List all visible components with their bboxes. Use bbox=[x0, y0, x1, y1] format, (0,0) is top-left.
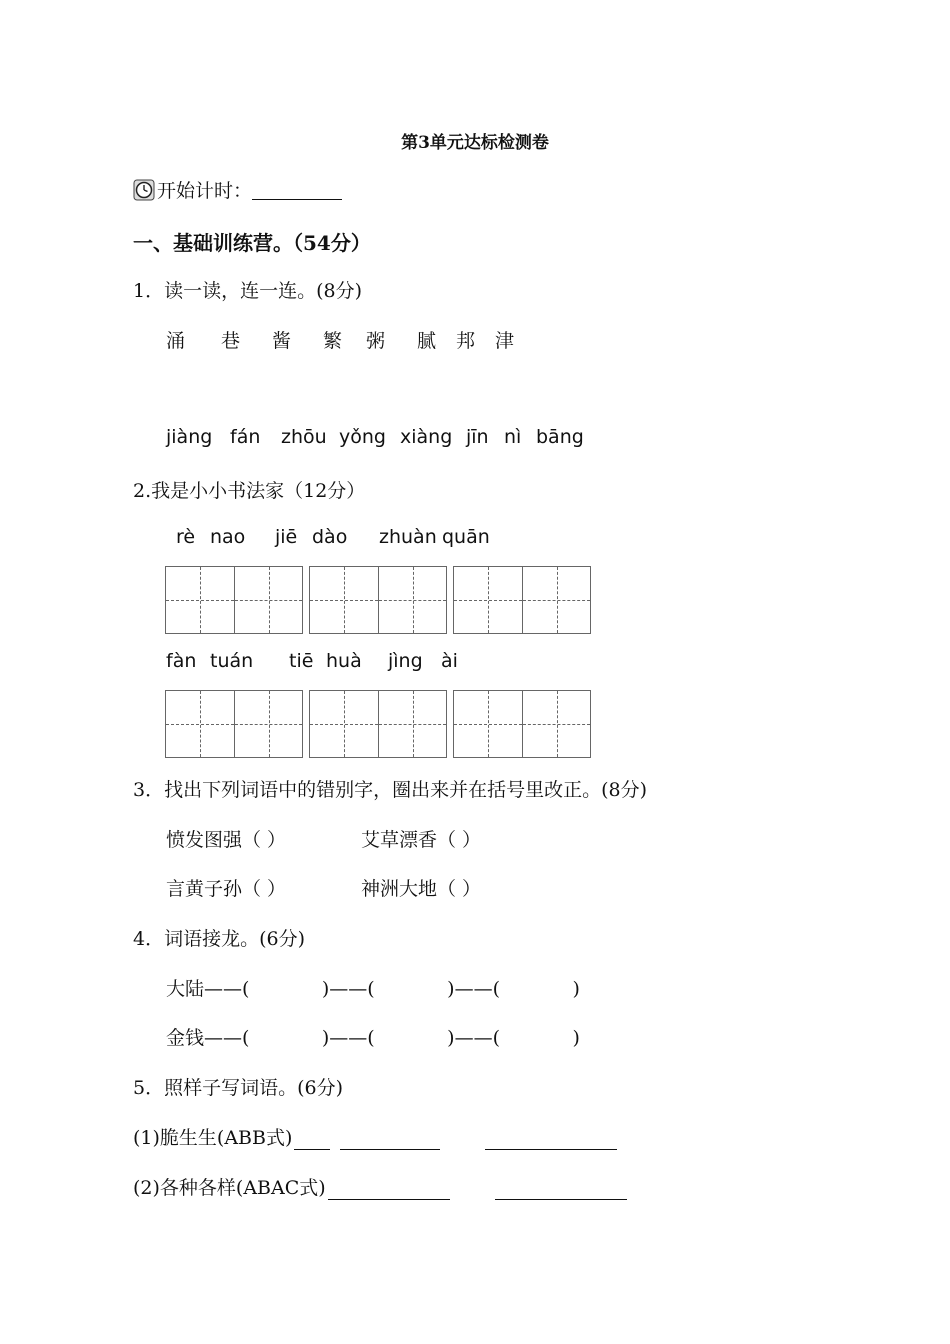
q5-item-1 bbox=[133, 1123, 617, 1150]
q3-prompt: 3．找出下列词语中的错别字，圈出来并在括号里改正。(8分) bbox=[133, 779, 648, 801]
pinyin-item: dào bbox=[312, 526, 348, 548]
q3-item[interactable]: 艾草漂香（ ） bbox=[361, 829, 482, 851]
writing-grid[interactable] bbox=[453, 690, 591, 758]
char-item[interactable]: 腻 bbox=[417, 330, 437, 352]
q5-prompt: 5．照样子写词语。(6分) bbox=[133, 1077, 344, 1099]
char-item[interactable]: 巷 bbox=[221, 330, 241, 352]
writing-grid[interactable] bbox=[453, 566, 591, 634]
clock-icon bbox=[133, 179, 155, 201]
pinyin-item[interactable]: yǒng bbox=[339, 426, 386, 448]
pinyin-item: fàn bbox=[166, 650, 197, 672]
timer-row bbox=[133, 176, 342, 203]
pinyin-item[interactable]: nì bbox=[504, 426, 522, 448]
q3-item[interactable]: 愤发图强（ ） bbox=[166, 829, 287, 851]
char-item[interactable]: 涌 bbox=[166, 330, 186, 352]
pinyin-item: rè bbox=[176, 526, 196, 548]
pinyin-item: ài bbox=[441, 650, 458, 672]
q4-chain-row[interactable]: 大陆——( )——( )——( ) bbox=[166, 978, 580, 1000]
pinyin-item: tiē bbox=[289, 650, 314, 672]
timer-blank[interactable] bbox=[252, 179, 342, 200]
answer-blank[interactable] bbox=[340, 1129, 440, 1150]
writing-grid[interactable] bbox=[309, 566, 447, 634]
pinyin-item[interactable]: fán bbox=[230, 426, 261, 448]
q4-chain-row[interactable]: 金钱——( )——( )——( ) bbox=[166, 1027, 580, 1049]
pinyin-item[interactable]: bāng bbox=[536, 426, 584, 448]
pinyin-item: quān bbox=[442, 526, 490, 548]
section-heading: 一、基础训练营。（54分） bbox=[133, 231, 371, 255]
q3-item[interactable]: 言黄子孙（ ） bbox=[166, 878, 287, 900]
pinyin-item: tuán bbox=[210, 650, 254, 672]
writing-grid[interactable] bbox=[309, 690, 447, 758]
answer-blank[interactable] bbox=[485, 1129, 617, 1150]
page-title: 第3单元达标检测卷 bbox=[401, 133, 549, 153]
q5-item-2 bbox=[133, 1173, 627, 1200]
answer-blank[interactable] bbox=[294, 1129, 330, 1150]
pinyin-item: zhuàn bbox=[379, 526, 437, 548]
writing-grid[interactable] bbox=[165, 690, 303, 758]
answer-blank[interactable] bbox=[328, 1179, 450, 1200]
char-item[interactable]: 邦 bbox=[456, 330, 476, 352]
pinyin-item[interactable]: zhōu bbox=[281, 426, 327, 448]
pinyin-item: jìng bbox=[388, 650, 423, 672]
timer-label: 开始计时： bbox=[157, 180, 253, 202]
pinyin-item[interactable]: jīn bbox=[466, 426, 489, 448]
char-item[interactable]: 繁 bbox=[323, 330, 343, 352]
char-item[interactable]: 粥 bbox=[366, 330, 386, 352]
pinyin-item: huà bbox=[326, 650, 362, 672]
pinyin-item: nao bbox=[210, 526, 246, 548]
q4-prompt: 4．词语接龙。(6分) bbox=[133, 928, 306, 950]
pinyin-item: jiē bbox=[275, 526, 298, 548]
q3-item[interactable]: 神洲大地（ ） bbox=[361, 878, 482, 900]
q2-prompt: 2.我是小小书法家（12分） bbox=[133, 480, 366, 502]
q5-example: (2)各种各样(ABAC式) bbox=[133, 1177, 326, 1199]
char-item[interactable]: 津 bbox=[495, 330, 515, 352]
q1-prompt: 1．读一读，连一连。(8分) bbox=[133, 280, 363, 302]
pinyin-item[interactable]: xiàng bbox=[400, 426, 453, 448]
writing-grid[interactable] bbox=[165, 566, 303, 634]
char-item[interactable]: 酱 bbox=[272, 330, 292, 352]
q5-example: (1)脆生生(ABB式) bbox=[133, 1127, 293, 1149]
pinyin-item[interactable]: jiàng bbox=[166, 426, 213, 448]
answer-blank[interactable] bbox=[495, 1179, 627, 1200]
